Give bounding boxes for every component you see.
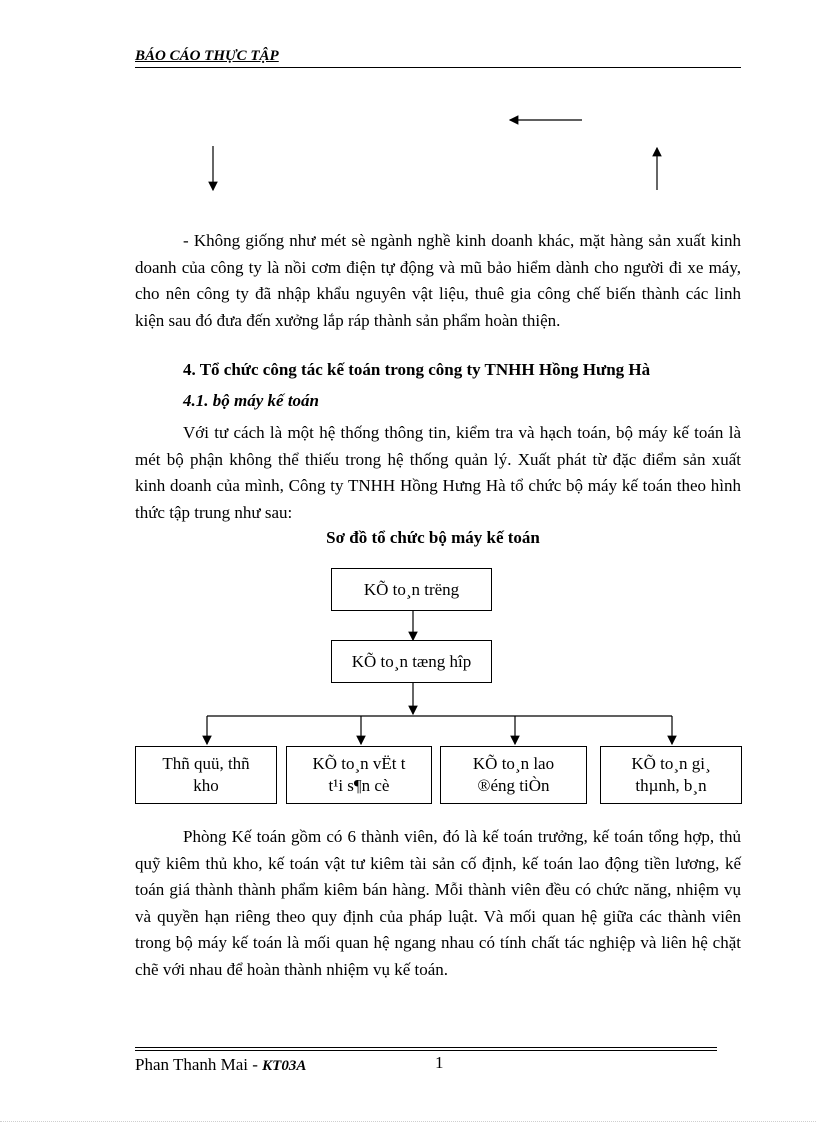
section-heading-4: 4. Tổ chức công tác kế toán trong công ty TNHH Hồng Hưng Hà bbox=[183, 360, 651, 379]
paragraph-3: Phòng Kế toán gồm có 6 thành viên, đó là kế toán trưởng, kế toán tổng hợp, thủ quỹ kiêm thủ kho, kế toán vật tư kiêm tài sản cố định, kế toán lao động tiền lương, kế toán giá thành thành phẩm kiêm bán hàng. Mỗi thành viên đều có chức năng, nhiệm vụ và quyền hạn riêng theo quy định của pháp luật. Và mối quan hệ giữa các thành viên trong bộ máy kế toán là mối quan hệ ngang nhau có tính chất tác nghiệp và liên hệ chặt chẽ với nhau để hoàn thành nhiệm vụ kế toán. bbox=[135, 827, 741, 979]
materials-line-1: KÕ to¸n vËt t bbox=[312, 754, 406, 773]
author-name: Phan Thanh Mai - bbox=[135, 1055, 263, 1074]
general-accountant-box bbox=[331, 640, 492, 683]
footer-rule-thin bbox=[135, 1050, 717, 1051]
treasurer-line-1: Thñ quü, thñ bbox=[162, 754, 250, 773]
treasurer-line-2: kho bbox=[193, 776, 219, 795]
cost-line-1: KÕ to¸n gi¸ bbox=[631, 754, 711, 773]
paragraph-2: Với tư cách là một hệ thống thông tin, kiểm tra và hạch toán, bộ máy kế toán là mét bộ phận không thể thiếu trong hệ thống quản lý. Xuất phát từ đặc điểm sản xuất kinh doanh của mình, Công ty TNHH Hồng Hưng Hà tổ chức bộ máy kế toán theo hình thức tập trung như sau: bbox=[135, 423, 741, 522]
cost-accountant-box bbox=[600, 746, 742, 804]
chief-accountant-label: KÕ to¸n trëng bbox=[363, 579, 460, 599]
chief-accountant-box bbox=[331, 568, 492, 611]
section-heading-4-1: 4.1. bộ máy kế toán bbox=[183, 391, 319, 410]
paragraph-1: - Không giống như mét sè ngành nghề kinh doanh khác, mặt hàng sản xuất kinh doanh của công ty là nồi cơm điện tự động và mũ bảo hiểm dành cho người đi xe máy, cho nên công ty đã nhập khẩu nguyên vật liệu, thuê gia công chế biến thành các linh kiện sau đó đưa đến xưởng lắp ráp thành sản phẩm hoàn thiện. bbox=[135, 231, 741, 330]
header-title: BÁO CÁO THỰC TẬP bbox=[135, 48, 279, 64]
cost-line-2: thµnh, b¸n bbox=[635, 776, 707, 795]
diagram-title: Sơ đồ tổ chức bộ máy kế toán bbox=[326, 528, 540, 547]
treasurer-box bbox=[135, 746, 277, 804]
footer-author bbox=[135, 1055, 306, 1075]
labor-line-1: KÕ to¸n lao bbox=[472, 754, 555, 773]
materials-line-2: t¹i s¶n cè bbox=[328, 776, 390, 795]
page-bottom-dotted-line bbox=[0, 1121, 816, 1122]
author-class: KT03A bbox=[262, 1058, 307, 1074]
labor-line-2: ®éng tiÒn bbox=[477, 776, 550, 795]
materials-accountant-box bbox=[286, 746, 432, 804]
general-accountant-label: KÕ to¸n tæng hîp bbox=[351, 651, 472, 671]
footer-rule bbox=[135, 1047, 717, 1048]
labor-accountant-box bbox=[440, 746, 587, 804]
page-number: 1 bbox=[435, 1053, 444, 1072]
